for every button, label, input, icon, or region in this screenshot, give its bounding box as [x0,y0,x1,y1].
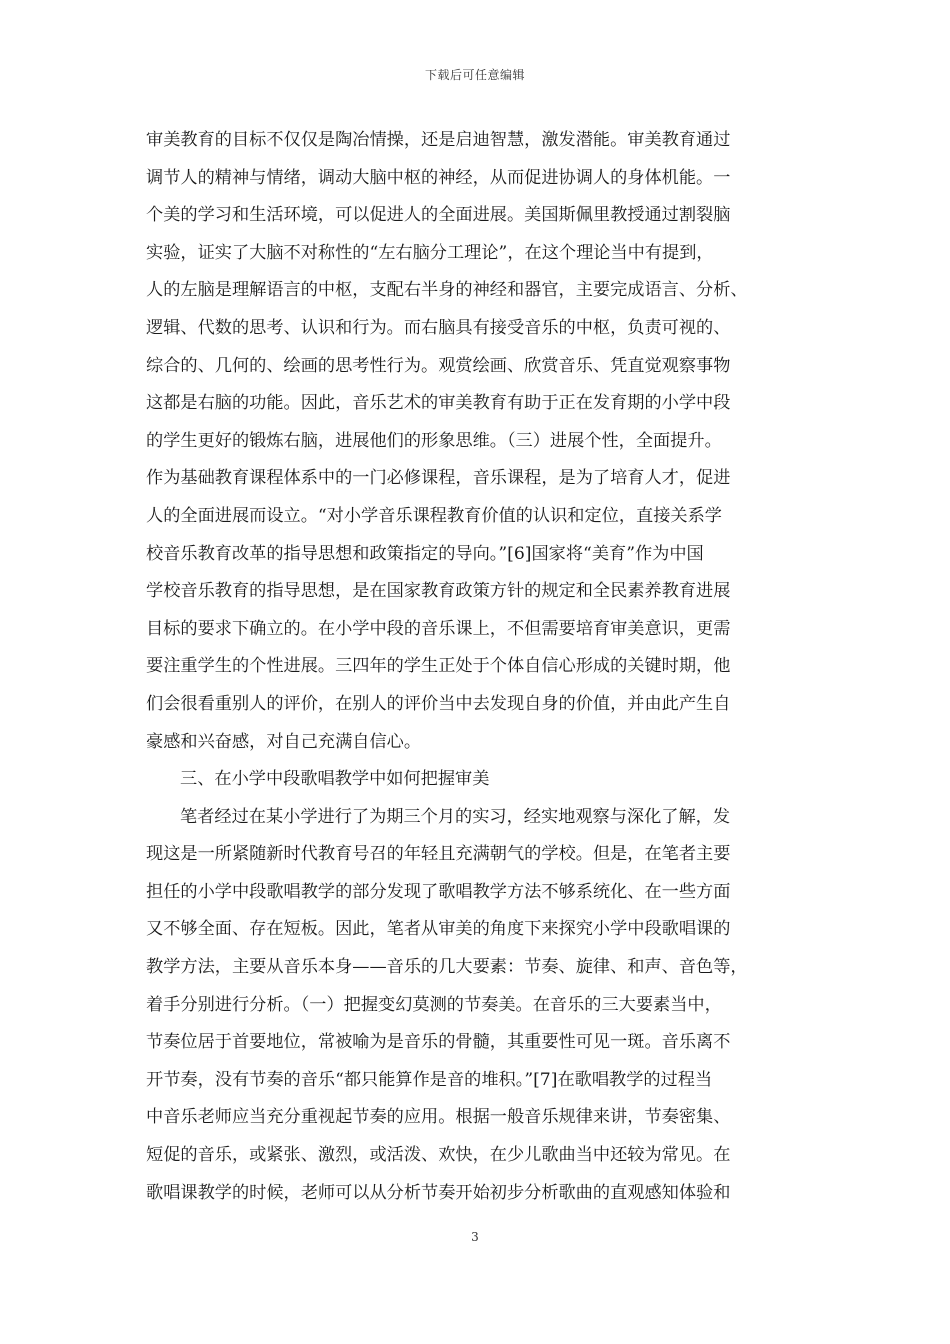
text-line: 人的全面进展而设立。“对小学音乐课程教育价值的认识和定位，直接关系学 [146,505,722,526]
text-line: 担任的小学中段歌唱教学的部分发现了歌唱教学方法不够系统化、在一些方面 [146,881,731,902]
text-line: 现这是一所紧随新时代教育号召的年轻且充满朝气的学校。但是，在笔者主要 [146,844,731,865]
text-line: 又不够全面、存在短板。因此，笔者从审美的角度下来探究小学中段歌唱课的 [146,919,731,940]
text-line: 作为基础教育课程体系中的一门必修课程，音乐课程，是为了培育人才，促进 [146,468,731,489]
text-line: 中音乐老师应当充分重视起节奏的应用。根据一般音乐规律来讲，节奏密集、 [146,1107,731,1128]
page-number: 3 [471,1230,479,1244]
document-body [146,122,806,1212]
text-line: 校音乐教育改革的指导思想和政策指定的导向。”[6]国家将“美育”作为中国 [146,543,704,564]
text-line: 们会很看重别人的评价，在别人的评价当中去发现自身的价值，并由此产生自 [146,693,731,714]
text-line: 审美教育的目标不仅仅是陶冶情操，还是启迪智慧，激发潜能。审美教育通过 [146,130,731,150]
text-line: 人的左脑是理解语言的中枢，支配右半身的神经和器官，主要完成语言、分析、 [146,280,748,301]
text-line: 学校音乐教育的指导思想，是在国家教育政策方针的规定和全民素养教育进展 [146,581,731,602]
text-line: 开节奏，没有节奏的音乐“都只能算作是音的堆积。”[7]在歌唱教学的过程当 [146,1069,713,1090]
text-line: 短促的音乐，或紧张、激烈，或活泼、欢快，在少儿歌曲当中还较为常见。在 [146,1145,731,1166]
text-line: 调节人的精神与情绪，调动大脑中枢的神经，从而促进协调人的身体机能。一 [146,167,731,188]
text-line: 个美的学习和生活环境，可以促进人的全面进展。美国斯佩里教授通过割裂脑 [146,205,731,226]
text-line: 这都是右脑的功能。因此，音乐艺术的审美教育有助于正在发育期的小学中段 [146,393,731,414]
text-line: 豪感和兴奋感，对自己充满自信心。 [146,731,422,752]
text-line: 要注重学生的个性进展。三四年的学生正处于个体自信心形成的关键时期，他 [146,656,731,677]
text-line: 教学方法，主要从音乐本身——音乐的几大要素：节奏、旋律、和声、音色等， [146,957,748,978]
text-line: 歌唱课教学的时候，老师可以从分析节奏开始初步分析歌曲的直观感知体验和 [146,1182,731,1203]
text-line: 节奏位居于首要地位，常被喻为是音乐的骨髓，其重要性可见一斑。音乐离不 [146,1032,731,1053]
text-line: 笔者经过在某小学进行了为期三个月的实习，经实地观察与深化了解，发 [180,806,731,827]
section-heading: 三、在小学中段歌唱教学中如何把握审美 [180,769,490,790]
text-line: 着手分别进行分析。（一）把握变幻莫测的节奏美。在音乐的三大要素当中， [146,994,722,1015]
page-header: 下载后可任意编辑 [424,68,525,82]
text-line: 目标的要求下确立的。在小学中段的音乐课上，不但需要培育审美意识，更需 [146,618,731,639]
text-line: 实验，证实了大脑不对称性的“左右脑分工理论”，在这个理论当中有提到， [146,242,714,263]
text-line: 的学生更好的锻炼右脑，进展他们的形象思维。（三）进展个性，全面提升。 [146,430,722,451]
text-line: 综合的、几何的、绘画的思考性行为。观赏绘画、欣赏音乐、凭直觉观察事物 [146,355,731,376]
text-line: 逻辑、代数的思考、认识和行为。而右脑具有接受音乐的中枢，负责可视的、 [146,317,731,338]
